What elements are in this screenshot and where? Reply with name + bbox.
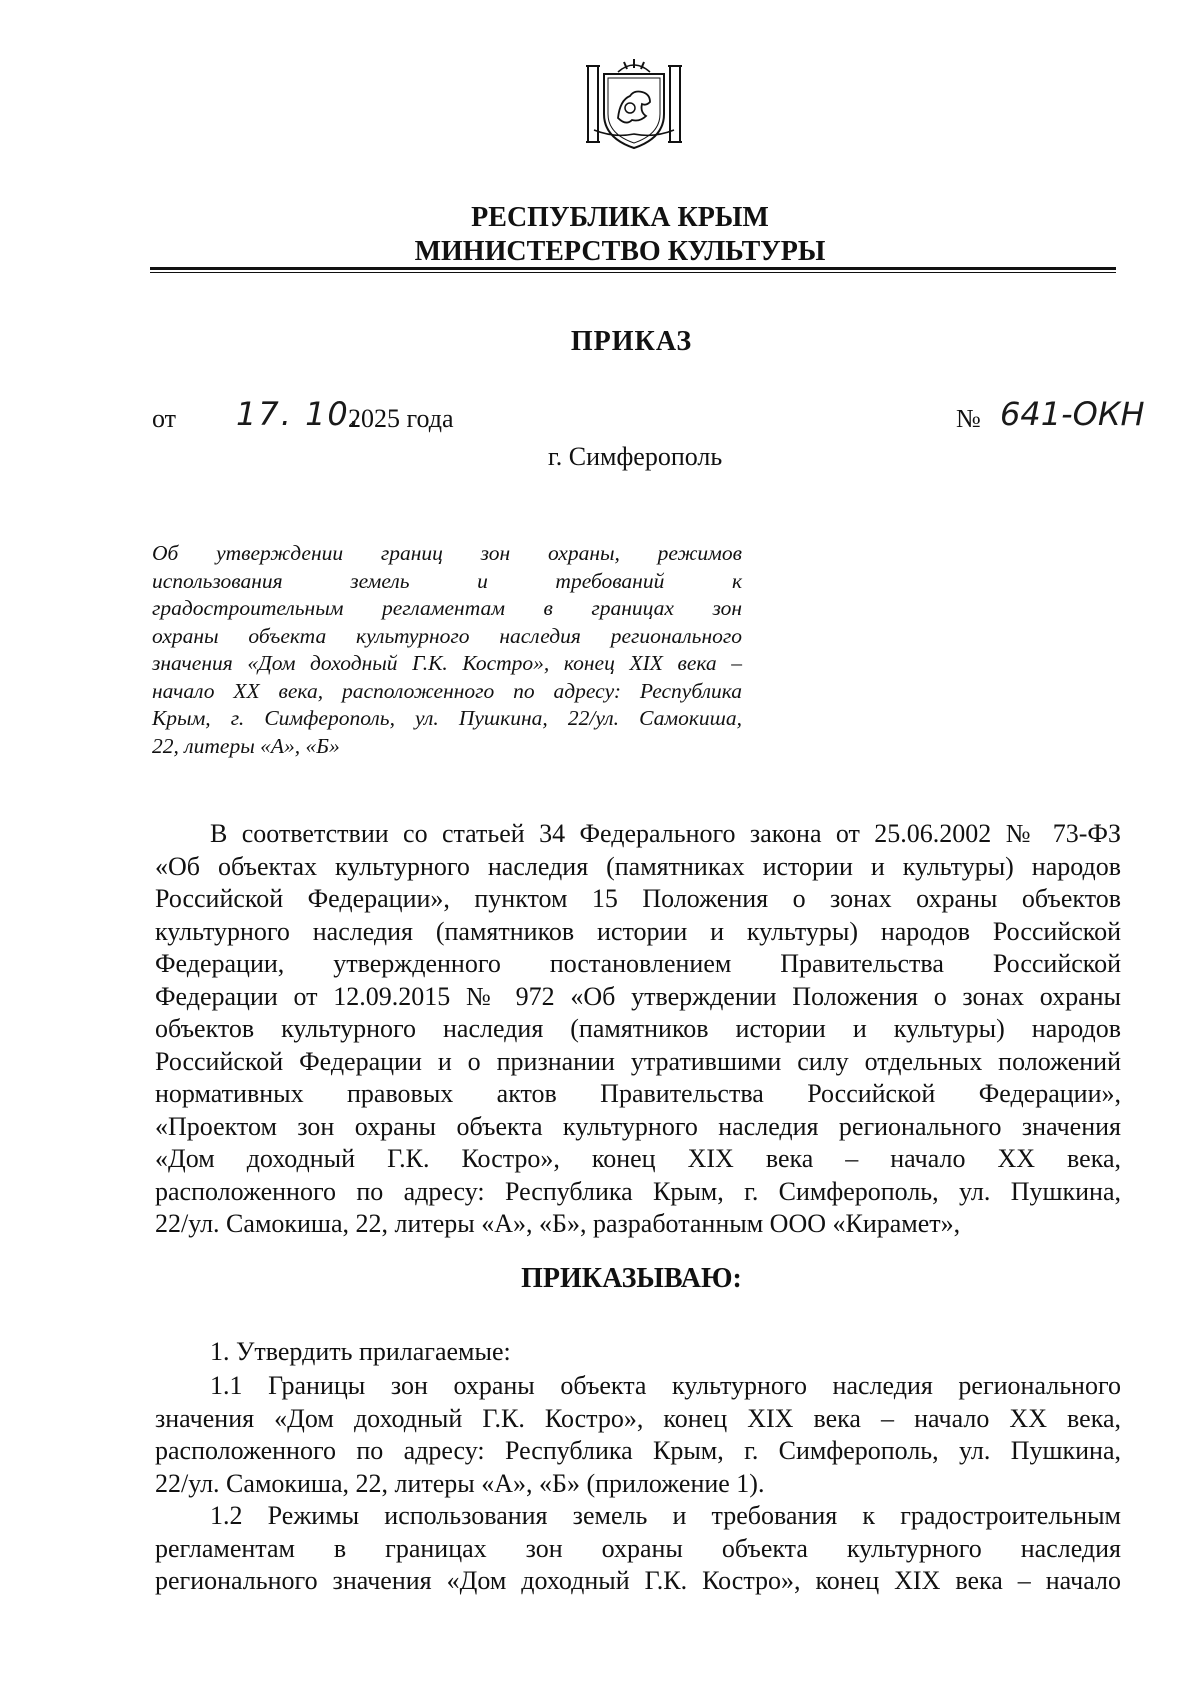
order-subject xyxy=(152,540,742,760)
preamble-line: «Проектом зон охраны объекта культурного наследия регионального значения xyxy=(155,1111,1121,1141)
subject-line: значения «Дом доходный Г.К. Костро», конец XIX века – xyxy=(152,651,742,675)
subject-line: начало XX века, расположенного по адресу: Республика xyxy=(152,678,742,703)
handwritten-order-number: 641-ОКН xyxy=(1000,395,1145,433)
decree-word: ПРИКАЗЫВАЮ: xyxy=(521,1263,742,1294)
preamble-line: 22/ул. Самокиша, 22, литеры «А», «Б», разработанным ООО «Кирамет», xyxy=(155,1209,961,1238)
republic-title: РЕСПУБЛИКА КРЫМ xyxy=(471,202,769,233)
preamble-line: Российской Федерации и о признании утратившими силу отдельных положений xyxy=(155,1046,1121,1076)
item-1-2-line: регламентам в границах зон охраны объекта культурного наследия xyxy=(155,1533,1121,1563)
number-label: № xyxy=(956,404,981,433)
header-rule-thick xyxy=(150,267,1116,270)
preamble-paragraph xyxy=(155,818,1121,1241)
order-title: ПРИКАЗ xyxy=(570,326,693,357)
item-1-1-line: расположенного по адресу: Республика Крым, г. Симферополь, ул. Пушкина, xyxy=(155,1436,1121,1465)
item-1 xyxy=(155,1336,1121,1369)
item-1-1-line: 22/ул. Самокиша, 22, литеры «А», «Б» (приложение 1). xyxy=(155,1468,765,1498)
preamble-line: «Дом доходный Г.К. Костро», конец XIX века – начало XX века, xyxy=(155,1144,1121,1173)
subject-line: охраны объекта культурного наследия регионального xyxy=(152,623,742,648)
preamble-line: Российской Федерации», пунктом 15 Положения о зонах охраны объектов xyxy=(155,884,1121,913)
item-1-1-line: 1.1 Границы зон охраны объекта культурного наследия регионального xyxy=(210,1371,1121,1400)
preamble-line: расположенного по адресу: Республика Крым, г. Симферополь, ул. Пушкина, xyxy=(155,1176,1121,1206)
preamble-line: нормативных правовых актов Правительства Российской Федерации», xyxy=(155,1079,1121,1108)
subject-line: Крым, г. Симферополь, ул. Пушкина, 22/ул. Самокиша, xyxy=(152,706,742,730)
preamble-line: объектов культурного наследия (памятников истории и культуры) народов xyxy=(155,1014,1121,1043)
header-rule-thin xyxy=(150,272,1116,273)
item-1-2-line: регионального значения «Дом доходный Г.К. Костро», конец XIX века – начало xyxy=(155,1566,1121,1595)
subject-line: градостроительным регламентам в границах зон xyxy=(152,596,742,620)
item-1-text: 1. Утвердить прилагаемые: xyxy=(210,1337,511,1366)
item-1-1-line: значения «Дом доходный Г.К. Костро», конец XIX века – начало XX века, xyxy=(155,1403,1121,1433)
preamble-line: В соответствии со статьей 34 Федерального закона от 25.06.2002 № 73-ФЗ xyxy=(210,819,1121,848)
item-1-2-line: 1.2 Режимы использования земель и требования к градостроительным xyxy=(210,1501,1121,1530)
handwritten-date: 17. 10. xyxy=(236,395,362,433)
ministry-title: МИНИСТЕРСТВО КУЛЬТУРЫ xyxy=(414,236,826,267)
subject-line: Об утверждении границ зон охраны, режимов xyxy=(152,541,742,565)
subject-line: 22, литеры «А», «Б» xyxy=(152,733,340,758)
item-1-1 xyxy=(155,1370,1121,1500)
city-name: г. Симферополь xyxy=(548,442,723,471)
preamble-line: Федерации от 12.09.2015 № 972 «Об утверждении Положения о зонах охраны xyxy=(155,981,1121,1011)
crimea-coat-of-arms-emblem xyxy=(584,56,684,152)
date-year: 2025 года xyxy=(348,404,454,433)
preamble-line: «Об объектах культурного наследия (памятниках истории и культуры) народов xyxy=(155,851,1121,881)
subject-line: использования земель и требований к xyxy=(152,568,742,593)
date-from-label: от xyxy=(152,404,177,433)
preamble-line: культурного наследия (памятников истории и культуры) народов Российской xyxy=(155,916,1121,946)
preamble-line: Федерации, утвержденного постановлением Правительства Российской xyxy=(155,949,1121,978)
item-1-2 xyxy=(155,1500,1121,1598)
